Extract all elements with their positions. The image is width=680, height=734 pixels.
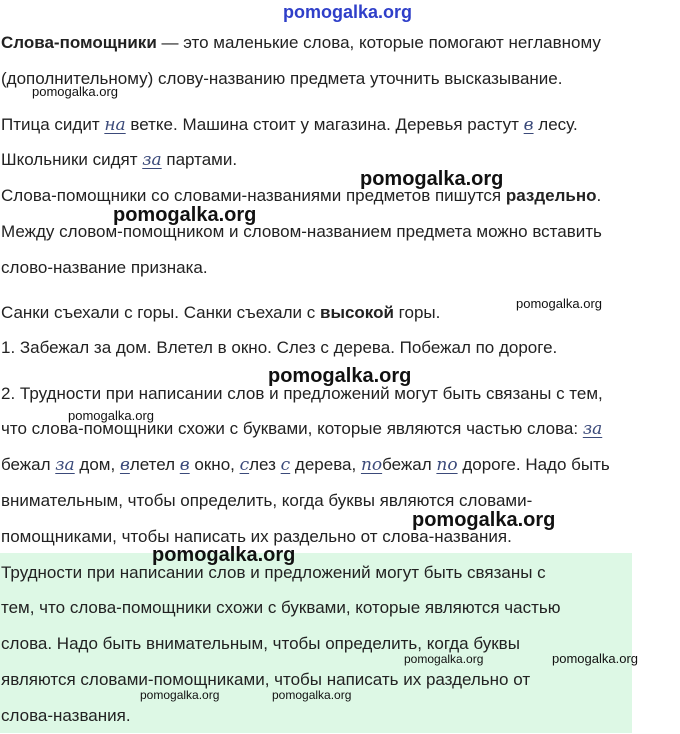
- answer-line-5: слова-названия.: [1, 706, 131, 725]
- task-2-line-1: 2. Трудности при написании слов и предложений могут быть связаны с тем,: [1, 384, 603, 403]
- watermark: pomogalka.org: [552, 651, 638, 666]
- watermark: pomogalka.org: [268, 365, 412, 387]
- answer-line-4: являются словами-помощниками, чтобы написать их раздельно от: [1, 670, 531, 689]
- rule-line-1: Слова-помощники со словами-названиями предметов пишутся раздельно.: [1, 186, 602, 205]
- example-2: Санки съехали с горы. Санки съехали с высокой горы.: [1, 303, 441, 322]
- watermark: pomogalka.org: [140, 688, 220, 702]
- task-2-line-2: что слова-помощники схожи с буквами, которые являются частью слова: за: [1, 419, 603, 439]
- watermark: pomogalka.org: [283, 2, 413, 22]
- task-1: 1. Забежал за дом. Влетел в окно. Слез с дерева. Побежал по дороге.: [1, 338, 558, 357]
- rule-line-2: Между словом-помощником и словом-названием предмета можно вставить: [1, 222, 602, 241]
- watermark: pomogalka.org: [32, 84, 118, 99]
- answer-line-2: тем, что слова-помощники схожи с буквами, которые являются частью: [1, 598, 561, 617]
- watermark: pomogalka.org: [113, 204, 257, 226]
- watermark: pomogalka.org: [516, 296, 602, 311]
- task-2-line-4: внимательным, чтобы определить, когда буквы являются словами-: [1, 491, 533, 510]
- watermark: pomogalka.org: [412, 509, 556, 531]
- task-2-line-5: помощниками, чтобы написать их раздельно от слова-названия.: [1, 527, 512, 546]
- watermark: pomogalka.org: [360, 168, 504, 190]
- definition-line-1: Слова-помощники — это маленькие слова, которые помогают неглавному: [1, 33, 601, 52]
- answer-line-1: Трудности при написании слов и предложений могут быть связаны с: [1, 563, 546, 582]
- watermark: pomogalka.org: [152, 544, 296, 566]
- rule-line-3: слово-название признака.: [1, 258, 208, 277]
- task-2-line-3: бежал за дом, влетел в окно, слез с дерева, побежал по дороге. Надо быть: [1, 455, 610, 475]
- watermark: pomogalka.org: [68, 408, 154, 423]
- watermark: pomogalka.org: [272, 688, 352, 702]
- watermark: pomogalka.org: [404, 652, 484, 666]
- example-line-2: Школьники сидят за партами.: [1, 150, 238, 170]
- example-line-1: Птица сидит на ветке. Машина стоит у магазина. Деревья растут в лесу.: [1, 115, 578, 135]
- definition-line-2: (дополнительному) слову-названию предмета уточнить высказывание.: [1, 69, 563, 88]
- answer-line-3: слова. Надо быть внимательным, чтобы определить, когда буквы: [1, 634, 520, 653]
